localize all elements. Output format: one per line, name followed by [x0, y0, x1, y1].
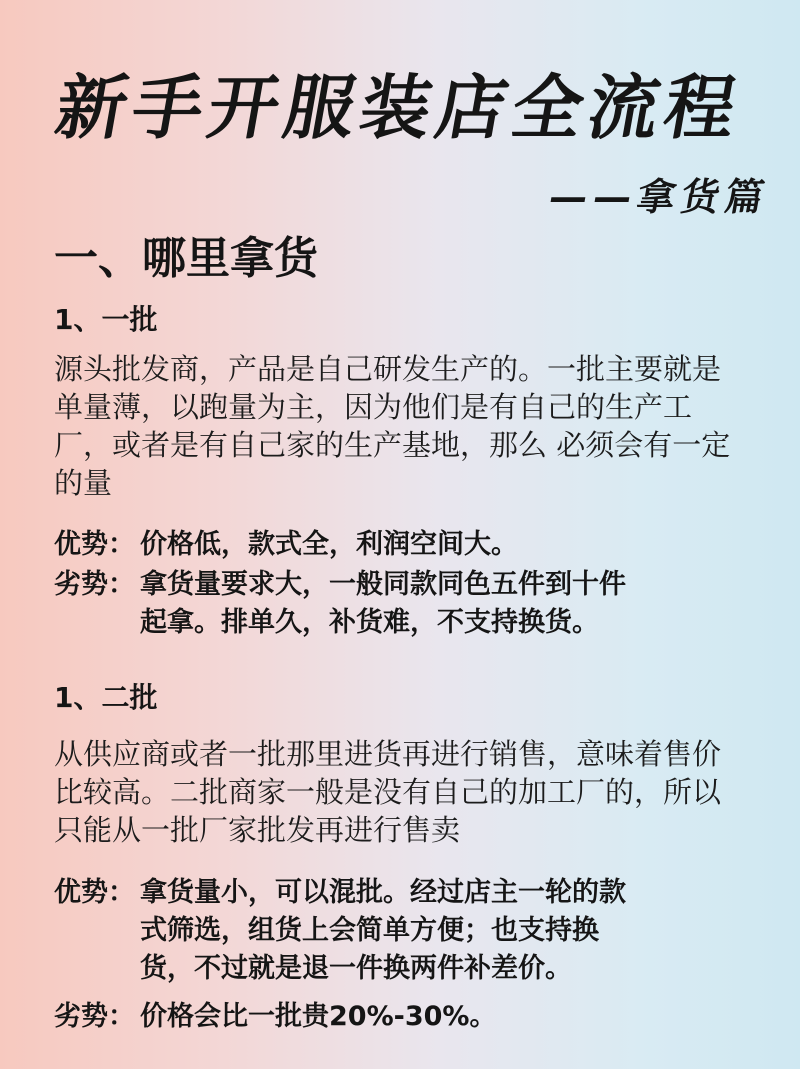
part2-desc-line: 从供应商或者一批那里进货再进行销售，意味着售价 — [54, 737, 722, 771]
pros-label: 优势： — [54, 877, 135, 908]
section-heading: 一、哪里拿货 — [54, 233, 318, 284]
cons-label: 劣势： — [54, 1001, 135, 1032]
part2-description — [54, 735, 754, 849]
part2-pros — [54, 874, 626, 988]
page-title: 新手开服装店全流程 — [49, 67, 749, 149]
page-subtitle: ——拿货篇 — [545, 175, 774, 219]
cons-line: 价格会比一批贵20%-30%。 — [140, 1001, 497, 1032]
pros-line: 拿货量小，可以混批。经过店主一轮的款 — [140, 877, 626, 908]
part1-pros — [54, 526, 518, 564]
part1-desc-line: 单量薄，以跑量为主，因为他们是有自己的生产工 — [54, 390, 693, 424]
part1-heading: 1、一批 — [54, 303, 158, 336]
part2-desc-line: 比较高。二批商家一般是没有自己的加工厂的，所以 — [54, 775, 722, 809]
part2-cons — [54, 998, 496, 1036]
pros-line: 式筛选，组货上会简单方便；也支持换 — [140, 915, 599, 946]
cons-label: 劣势： — [54, 569, 135, 600]
part1-cons — [54, 566, 626, 642]
pros-line: 价格低，款式全，利润空间大。 — [140, 529, 518, 560]
part2-desc-line: 只能从一批厂家批发再进行售卖 — [54, 813, 461, 847]
pros-label: 优势： — [54, 529, 135, 560]
cons-line: 起拿。排单久，补货难，不支持换货。 — [140, 607, 599, 638]
cons-line: 拿货量要求大，一般同款同色五件到十件 — [140, 569, 626, 600]
part2-heading: 1、二批 — [54, 681, 158, 714]
part1-desc-line: 的量 — [54, 466, 113, 500]
part1-desc-line: 厂，或者是有自己家的生产基地，那么 必须会有一定 — [54, 428, 731, 462]
part1-desc-line: 源头批发商，产品是自己研发生产的。一批主要就是 — [54, 352, 722, 386]
part1-description — [54, 350, 754, 502]
pros-line: 货，不过就是退一件换两件补差价。 — [140, 953, 572, 984]
